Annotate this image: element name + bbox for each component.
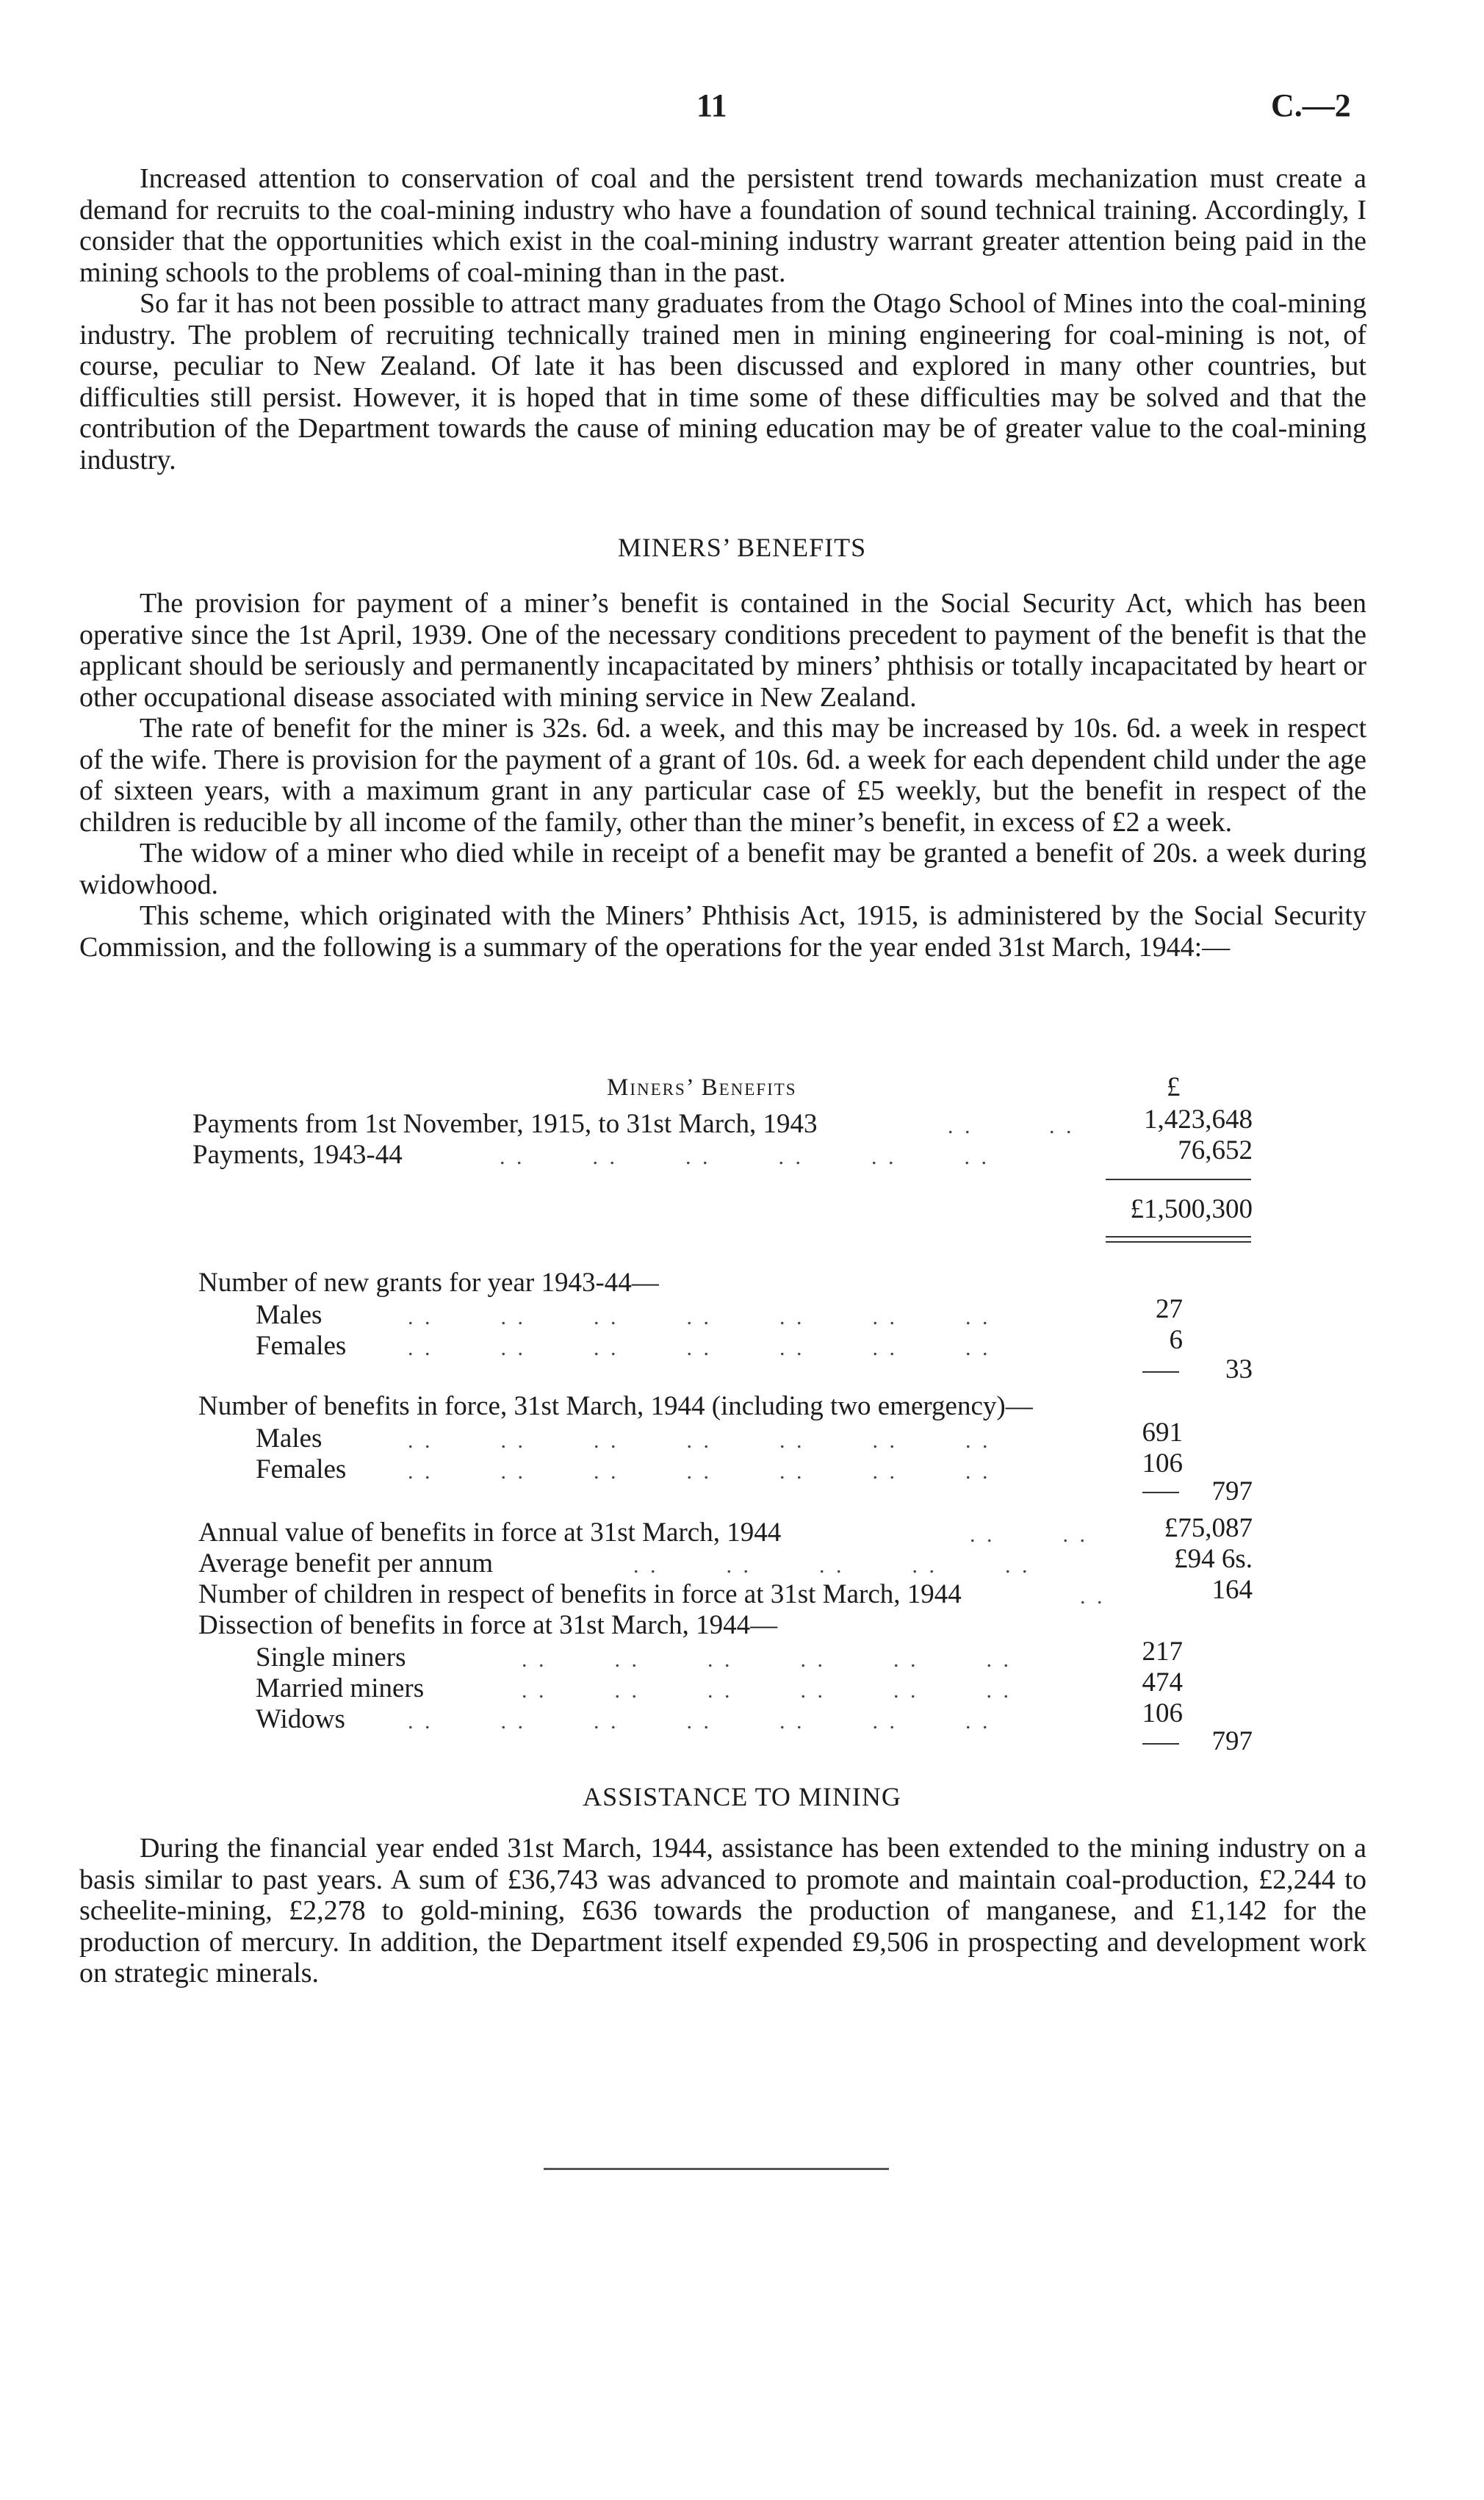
average-benefit-value: £94 6s. [1174, 1544, 1253, 1574]
new-grants-males-value: 27 [1156, 1294, 1183, 1324]
page-number: 11 [696, 87, 727, 123]
payments-row-1-value: 1,423,648 [1144, 1104, 1253, 1135]
children-value: 164 [1211, 1575, 1253, 1605]
leader-dots: . . . . [948, 1114, 1075, 1138]
benefits-paragraph-2: The rate of benefit for the miner is 32s. 6d. a week, and this may be increased by 10s. 6d. a week in respect of the wife. There is provision for the payment of a grant of 10s. 6d. a week for each dependent child under the age of sixteen years, with a maximum grant in any particular case of £5 weekly, but the benefit in respect of the children is reducible by all income of the family, other than the miner’s benefit, in excess of £2 a week. [79, 713, 1366, 838]
annual-value-label: Annual value of benefits in force at 31st March, 1944 [198, 1517, 782, 1548]
dissection-married-value: 474 [1142, 1667, 1183, 1698]
in-force-total: 797 [1211, 1476, 1253, 1506]
leader-dots: . . . . [970, 1523, 1088, 1547]
dissection-total: 797 [1211, 1726, 1253, 1756]
assistance-section [79, 1833, 1366, 1989]
dissection-widows-label: Widows [256, 1704, 345, 1734]
payments-total: £1,500,300 [1130, 1194, 1253, 1224]
in-force-males-value: 691 [1142, 1418, 1183, 1448]
leader-dots: . . [1080, 1584, 1106, 1609]
leader-dots: . . . . . . . . . . . . [522, 1678, 1012, 1703]
intro-paragraph-2: So far it has not been possible to attract many graduates from the Otago School of Mines into the coal-mining industry. The problem of recruiting technically trained men in mining engineering for coal-mining is not, of course, peculiar to New Zealand. Of late it has been discussed and explored in many other countries, but difficulties still persist. However, it is hoped that in time some of these difficulties may be solved and that the contribution of the Department towards the cause of mining education may be of greater value to the coal-mining industry. [79, 288, 1366, 475]
new-grants-females-label: Females [256, 1331, 347, 1361]
dissection-single-value: 217 [1142, 1637, 1183, 1667]
leader-dots: . . . . . . . . . . . . [500, 1145, 990, 1169]
leader-dots: . . . . . . . . . . . . . . [408, 1459, 991, 1484]
annual-value-value: £75,087 [1164, 1513, 1253, 1543]
sum-rule [1106, 1179, 1251, 1180]
currency-symbol: £ [1167, 1072, 1181, 1102]
benefits-paragraph-4: This scheme, which originated with the Miners’ Phthisis Act, 1915, is administered by the Social Security Commission, and the following is a summary of the operations for the year ended 31st March, 1944:— [79, 900, 1366, 963]
in-force-males-label: Males [256, 1423, 323, 1454]
new-grants-total: 33 [1225, 1354, 1253, 1384]
intro-paragraph-1: Increased attention to conservation of coal and the persistent trend towards mechanization must create a demand for recruits to the coal-mining industry who have a foundation of sound technical training. Accordingly, I consider that the opportunities which exist in the coal-mining industry warrant greater attention being paid in the mining schools to the problems of coal-mining than in the past. [79, 163, 1366, 288]
subtotal-rule [1142, 1743, 1179, 1745]
leader-dots: . . . . . . . . . . . . [522, 1648, 1012, 1672]
footer-rule [544, 2168, 889, 2170]
total-rule-2 [1106, 1241, 1251, 1243]
new-grants-females-value: 6 [1169, 1325, 1183, 1355]
benefits-paragraph-1: The provision for payment of a miner’s benefit is contained in the Social Security Act, which has been operative since the 1st April, 1939. One of the necessary conditions precedent to payment of the benefit is that the applicant should be seriously and permanently incapacitated by miners’ phthisis or totally incapacitated by heart or other occupational disease associated with mining service in New Zealand. [79, 588, 1366, 713]
miners-benefits-heading: MINERS’ BENEFITS [617, 533, 867, 562]
in-force-label: Number of benefits in force, 31st March, 1944 (including two emergency)— [198, 1391, 1033, 1421]
payments-row-2-value: 76,652 [1178, 1135, 1253, 1165]
dissection-single-label: Single miners [256, 1642, 406, 1673]
payments-row-1-label: Payments from 1st November, 1915, to 31st March, 1943 [192, 1109, 818, 1139]
leader-dots: . . . . . . . . . . . . . . [408, 1429, 991, 1453]
leader-dots: . . . . . . . . . . . . . . [408, 1336, 991, 1360]
children-label: Number of children in respect of benefits in force at 31st March, 1944 [198, 1579, 962, 1609]
payments-row-2-label: Payments, 1943-44 [192, 1140, 403, 1170]
assistance-paragraph: During the financial year ended 31st March, 1944, assistance has been extended to the mining industry on a basis similar to past years. A sum of £36,743 was advanced to promote and maintain coal-production, £2,244 to scheelite-mining, £2,278 to gold-mining, £636 towards the production of manganese, and £1,142 for the production of mercury. In addition, the Department itself expended £9,506 in prospecting and development work on strategic minerals. [79, 1833, 1366, 1989]
assistance-heading: ASSISTANCE TO MINING [583, 1782, 901, 1811]
dissection-label: Dissection of benefits in force at 31st March, 1944— [198, 1610, 778, 1640]
dissection-widows-value: 106 [1142, 1698, 1183, 1728]
subtotal-rule [1142, 1371, 1179, 1373]
new-grants-males-label: Males [256, 1300, 323, 1330]
leader-dots: . . . . . . . . . . . . . . [408, 1305, 991, 1329]
document-reference: C.—2 [1271, 87, 1351, 123]
miners-benefits-section [79, 588, 1366, 963]
average-benefit-label: Average benefit per annum [198, 1548, 493, 1578]
leader-dots: . . . . . . . . . . . . . . [408, 1709, 991, 1734]
benefits-paragraph-3: The widow of a miner who died while in receipt of a benefit may be granted a benefit of 20s. a week during widowhood. [79, 838, 1366, 900]
intro-section [79, 163, 1366, 475]
dissection-married-label: Married miners [256, 1673, 425, 1703]
new-grants-label: Number of new grants for year 1943-44— [198, 1268, 659, 1298]
in-force-females-value: 106 [1142, 1448, 1183, 1479]
in-force-females-label: Females [256, 1454, 347, 1484]
subtotal-rule [1142, 1492, 1179, 1493]
table-title: Miners’ Benefits [607, 1074, 797, 1101]
total-rule-1 [1106, 1236, 1251, 1238]
leader-dots: . . . . . . . . . . [633, 1553, 1031, 1578]
